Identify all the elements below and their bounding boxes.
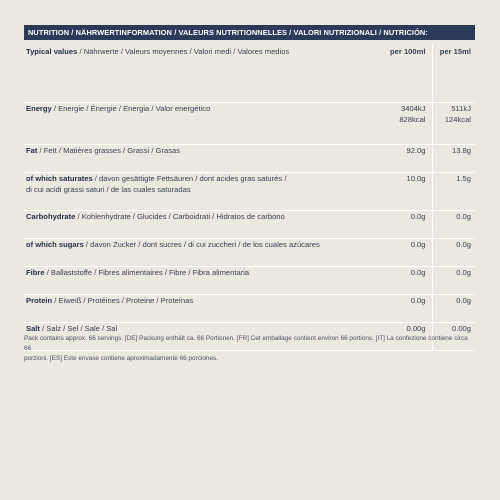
sugars-label: of which sugars / davon Zucker / dont sucres / di cui zuccheri / de los cuales azúcares <box>24 239 368 267</box>
table-row-fibre <box>24 267 475 295</box>
sugars-per-100ml: 0.0g <box>368 239 432 267</box>
fibre-label: Fibre / Ballaststoffe / Fibres alimentaires / Fibre / Fibra alimentaria <box>24 267 368 295</box>
protein-per-100ml: 0.0g <box>368 295 432 323</box>
per-100ml-header: per 100ml <box>368 44 432 103</box>
table-header-title: NUTRITION / NÄHRWERTINFORMATION / VALEURS NUTRITIONNELLES / VALORI NUTRIZIONALI / NUTRICIÓN: <box>24 25 475 40</box>
table-row-carbohydrate <box>24 211 475 239</box>
table-row-saturates <box>24 173 475 211</box>
salt-per-15ml: 0.00g <box>432 323 475 351</box>
servings-footnote: Pack contains approx. 66 servings. [DE] Packung enthält ca. 66 Portionen. [FR] Cet emballage contient environ 66 portions. [IT] La confezione contiene circa 66 porzioni. [ES] Este envase contiene aproximadamente 66 porciones. <box>24 335 468 362</box>
column-header-row <box>24 44 475 103</box>
carbohydrate-label: Carbohydrate / Kohlenhydrate / Glucides / Carboidrati / Hidratos de carbono <box>24 211 368 239</box>
protein-label: Protein / Eiweiß / Protéines / Proteine / Proteínas <box>24 295 368 323</box>
energy-label: Energy / Energie / Énergie / Energia / Valor energético <box>24 103 368 145</box>
protein-per-15ml: 0.0g <box>432 295 475 323</box>
carbohydrate-per-15ml: 0.0g <box>432 211 475 239</box>
fat-per-15ml: 13.8g <box>432 145 475 173</box>
salt-label: Salt / Salz / Sel / Sale / Sal <box>24 323 368 351</box>
energy-per-100ml: 3404kJ 828kcal <box>368 103 432 145</box>
saturates-per-100ml: 10.0g <box>368 173 432 211</box>
fibre-per-15ml: 0.0g <box>432 267 475 295</box>
per-15ml-header: per 15ml <box>432 44 475 103</box>
fat-per-100ml: 92.0g <box>368 145 432 173</box>
table-row-sugars <box>24 239 475 267</box>
fat-label: Fat / Fett / Matières grasses / Grassi / Grasas <box>24 145 368 173</box>
salt-per-100ml: 0.00g <box>368 323 432 351</box>
fibre-per-100ml: 0.0g <box>368 267 432 295</box>
typical-values-label: Typical values / Nährwerte / Valeurs moyennes / Valori medi / Valores medios <box>24 44 368 103</box>
saturates-label: of which saturates / davon gesättigte Fettsäuren / dont acides gras saturés / di cui acidi grassi saturi / de las cuales saturadas <box>24 173 368 211</box>
nutrition-table <box>24 44 475 351</box>
energy-per-15ml: 511kJ 124kcal <box>432 103 475 145</box>
saturates-per-15ml: 1.5g <box>432 173 475 211</box>
table-row-protein <box>24 295 475 323</box>
table-row-energy <box>24 103 475 145</box>
nutrition-panel <box>24 25 475 351</box>
table-row-fat <box>24 145 475 173</box>
carbohydrate-per-100ml: 0.0g <box>368 211 432 239</box>
sugars-per-15ml: 0.0g <box>432 239 475 267</box>
